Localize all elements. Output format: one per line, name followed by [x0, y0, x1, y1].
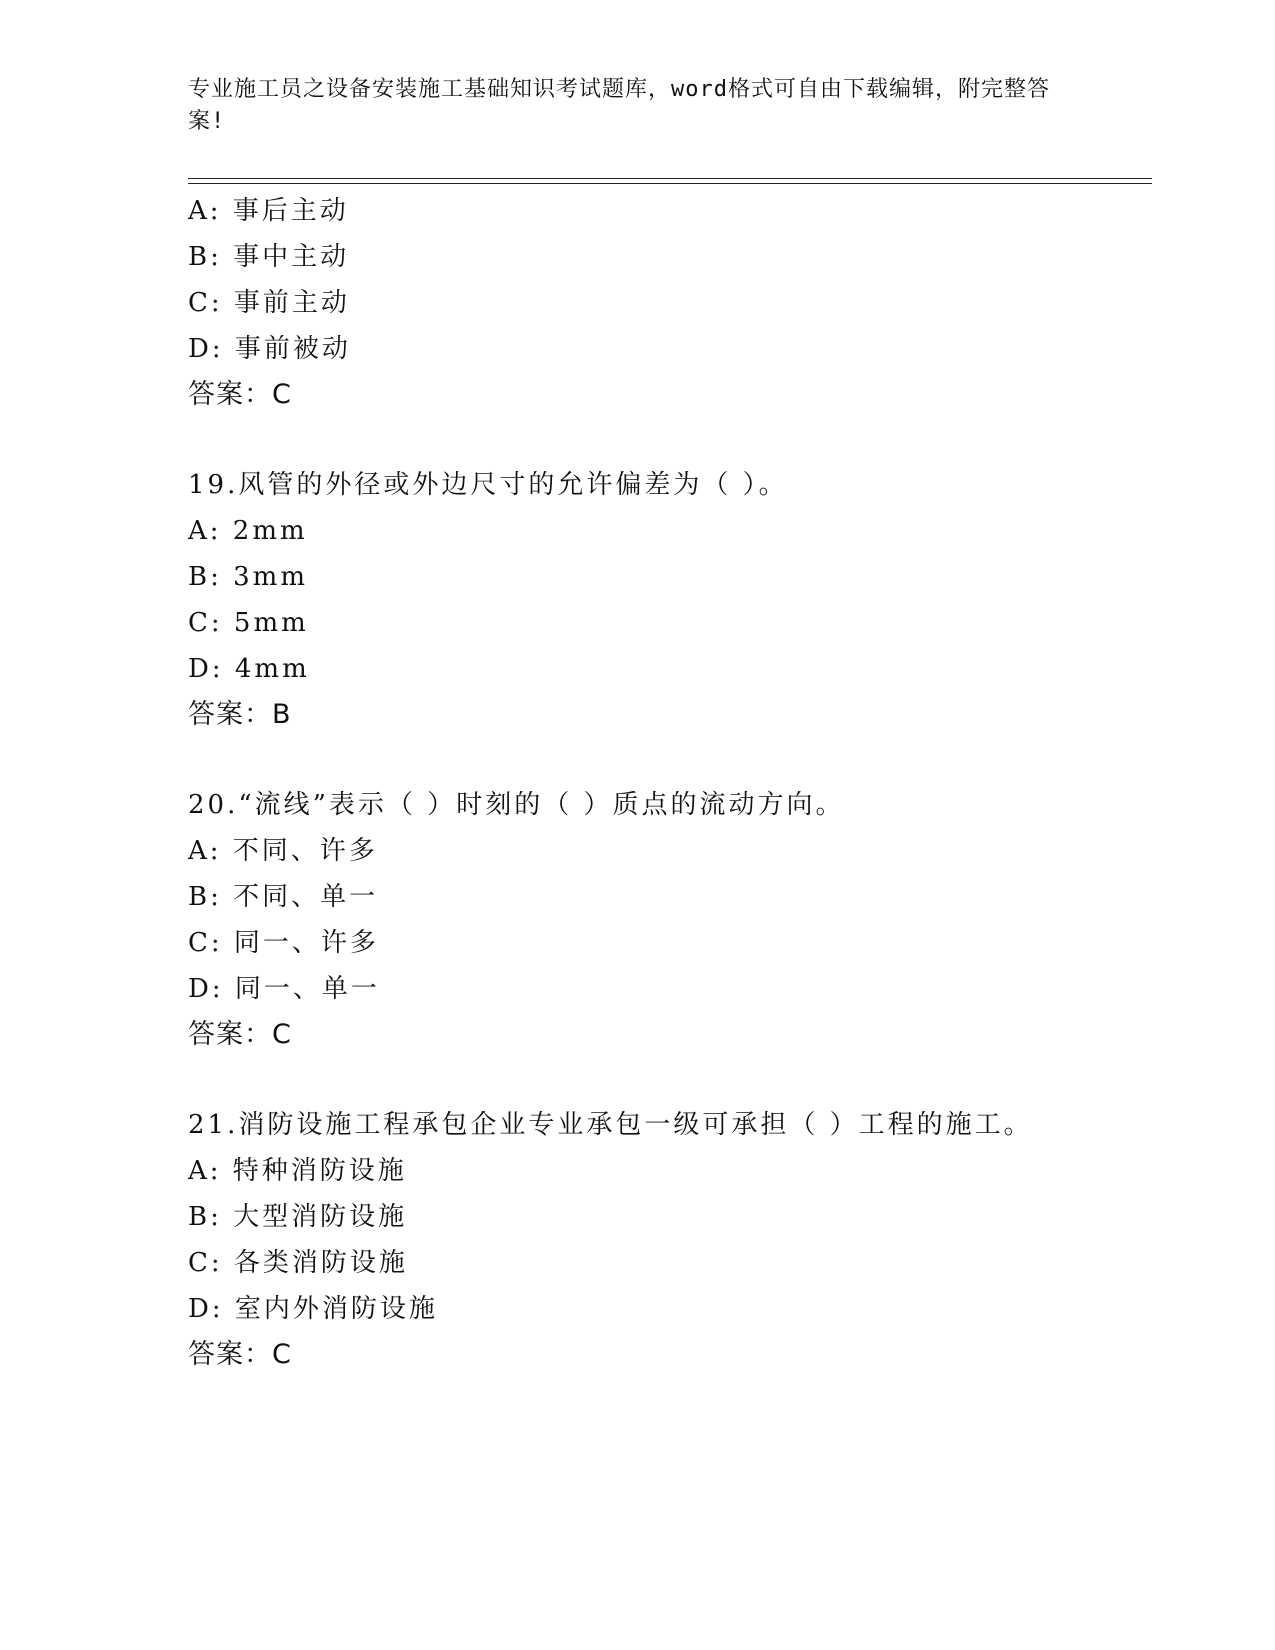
option-b: B: 事中主动	[188, 242, 350, 272]
option-c: C: 5mm	[188, 608, 309, 638]
continued-question-block	[188, 188, 1148, 418]
option-c: C: 同一、许多	[188, 928, 379, 958]
question-text: 19.风管的外径或外边尺寸的允许偏差为（ ）。	[188, 470, 788, 500]
header-rule-bottom	[188, 183, 1152, 184]
answer: 答案：C	[188, 379, 292, 410]
option-d: D: 4mm	[188, 654, 310, 684]
question-text: 20.“流线”表示（ ）时刻的（ ）质点的流动方向。	[188, 790, 845, 820]
document-header: 专业施工员之设备安装施工基础知识考试题库，word格式可自由下载编辑，附完整答案!	[188, 77, 1050, 134]
option-d: D: 室内外消防设施	[188, 1294, 438, 1324]
option-c: C: 各类消防设施	[188, 1248, 408, 1278]
question-text: 21.消防设施工程承包企业专业承包一级可承担（ ）工程的施工。	[188, 1110, 1033, 1140]
option-b: B: 不同、单一	[188, 882, 379, 912]
answer: 答案：C	[188, 1019, 292, 1050]
option-c: C: 事前主动	[188, 288, 350, 318]
option-a: A: 事后主动	[188, 196, 349, 226]
option-a: A: 2mm	[188, 516, 308, 546]
question-19	[188, 462, 1148, 738]
option-a: A: 特种消防设施	[188, 1156, 407, 1186]
option-a: A: 不同、许多	[188, 836, 378, 866]
question-list	[188, 188, 1148, 1378]
header-rule-top	[188, 178, 1152, 179]
option-b: B: 3mm	[188, 562, 308, 592]
question-20	[188, 782, 1148, 1058]
question-21	[188, 1102, 1148, 1378]
answer: 答案：B	[188, 699, 292, 730]
answer: 答案：C	[188, 1339, 292, 1370]
option-b: B: 大型消防设施	[188, 1202, 408, 1232]
option-d: D: 同一、单一	[188, 974, 380, 1004]
option-d: D: 事前被动	[188, 334, 351, 364]
